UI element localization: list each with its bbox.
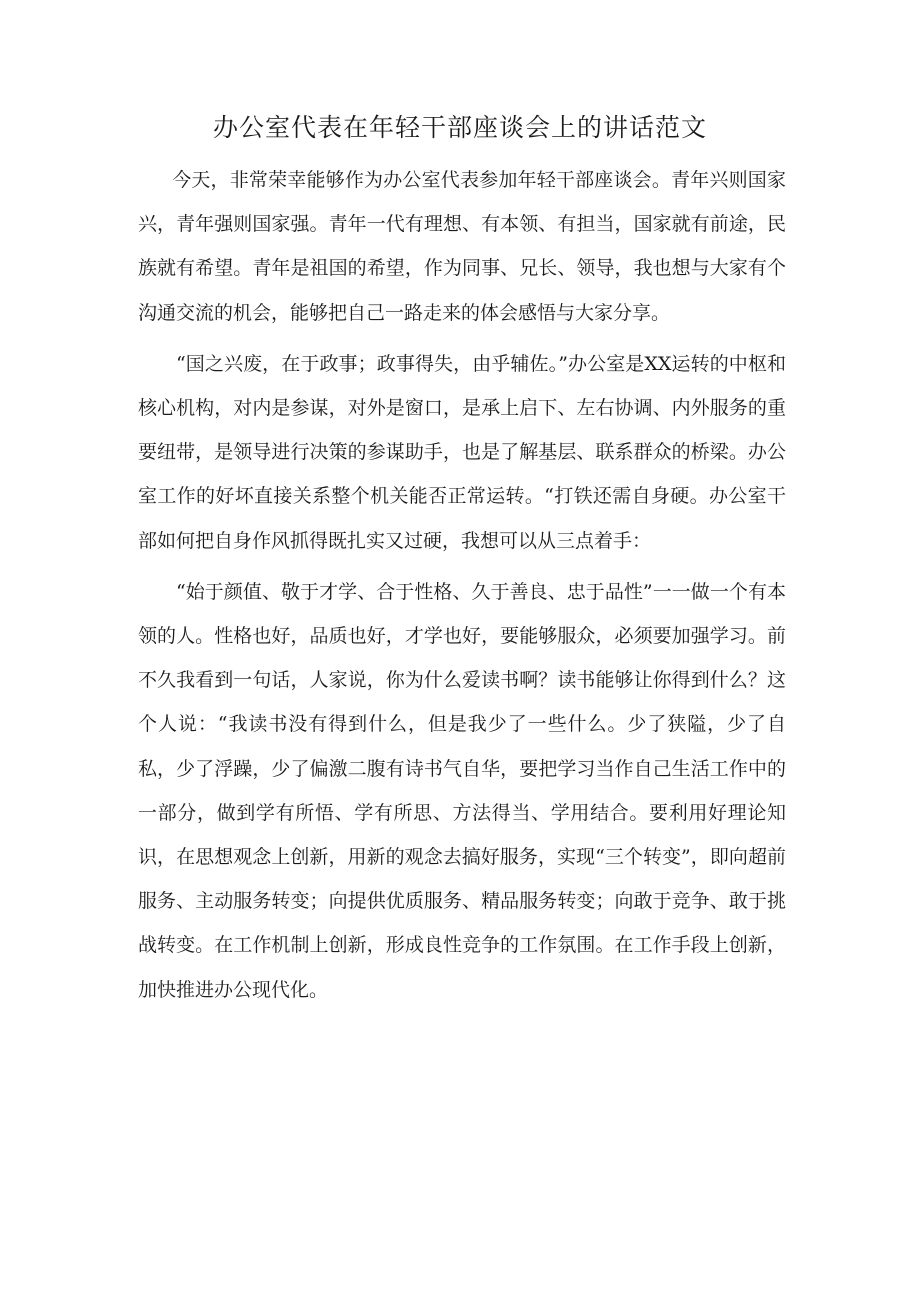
- paragraph-capability: “始于颜值、敬于才学、合于性格、久于善良、忠于品性”一一做一个有本领的人。性格也好，品质也好，才学也好，要能够服众，必须要加强学习。前不久我看到一句话，人家说，你为什么爱读书啊？读书能够让你得到什么？这个人说：“我读书没有得到什么，但是我少了一些什么。少了狭隘，少了自私，少了浮躁，少了偏激二腹有诗书气自华，要把学习当作自己生活工作中的一部分，做到学有所悟、学有所思、方法得当、学用结合。要利用好理论知识，在思想观念上创新，用新的观念去搞好服务，实现“三个转变”，即向超前服务、主动服务转变；向提供优质服务、精品服务转变；向敢于竞争、敢于挑战转变。在工作机制上创新，形成良性竞争的工作氛围。在工作手段上创新，加快推进办公现代化。: [138, 580, 786, 1001]
- paragraph-intro: 今天，非常荣幸能够作为办公室代表参加年轻干部座谈会。青年兴则国家兴，青年强则国家强。青年一代有理想、有本领、有担当，国家就有前途，民族就有希望。青年是祖国的希望，作为同事、兄长、领导，我也想与大家有个沟通交流的机会，能够把自己一路走来的体会感悟与大家分享。: [138, 169, 786, 324]
- document-title: 办公室代表在年轻干部座谈会上的讲话范文: [212, 113, 707, 142]
- paragraph-office-role: “国之兴废，在于政事；政事得失，由乎辅佐。”办公室是XX运转的中枢和核心机构，对内是参谋，对外是窗口，是承上启下、左右协调、内外服务的重要纽带，是领导进行决策的参谋助手，也是了解基层、联系群众的桥梁。办公室工作的好坏直接关系整个机关能否正常运转。“打铁还需自身硬。办公室干部如何把自身作风抓得既扎实又过硬，我想可以从三点着手：: [138, 352, 786, 552]
- document-body: [138, 158, 786, 1019]
